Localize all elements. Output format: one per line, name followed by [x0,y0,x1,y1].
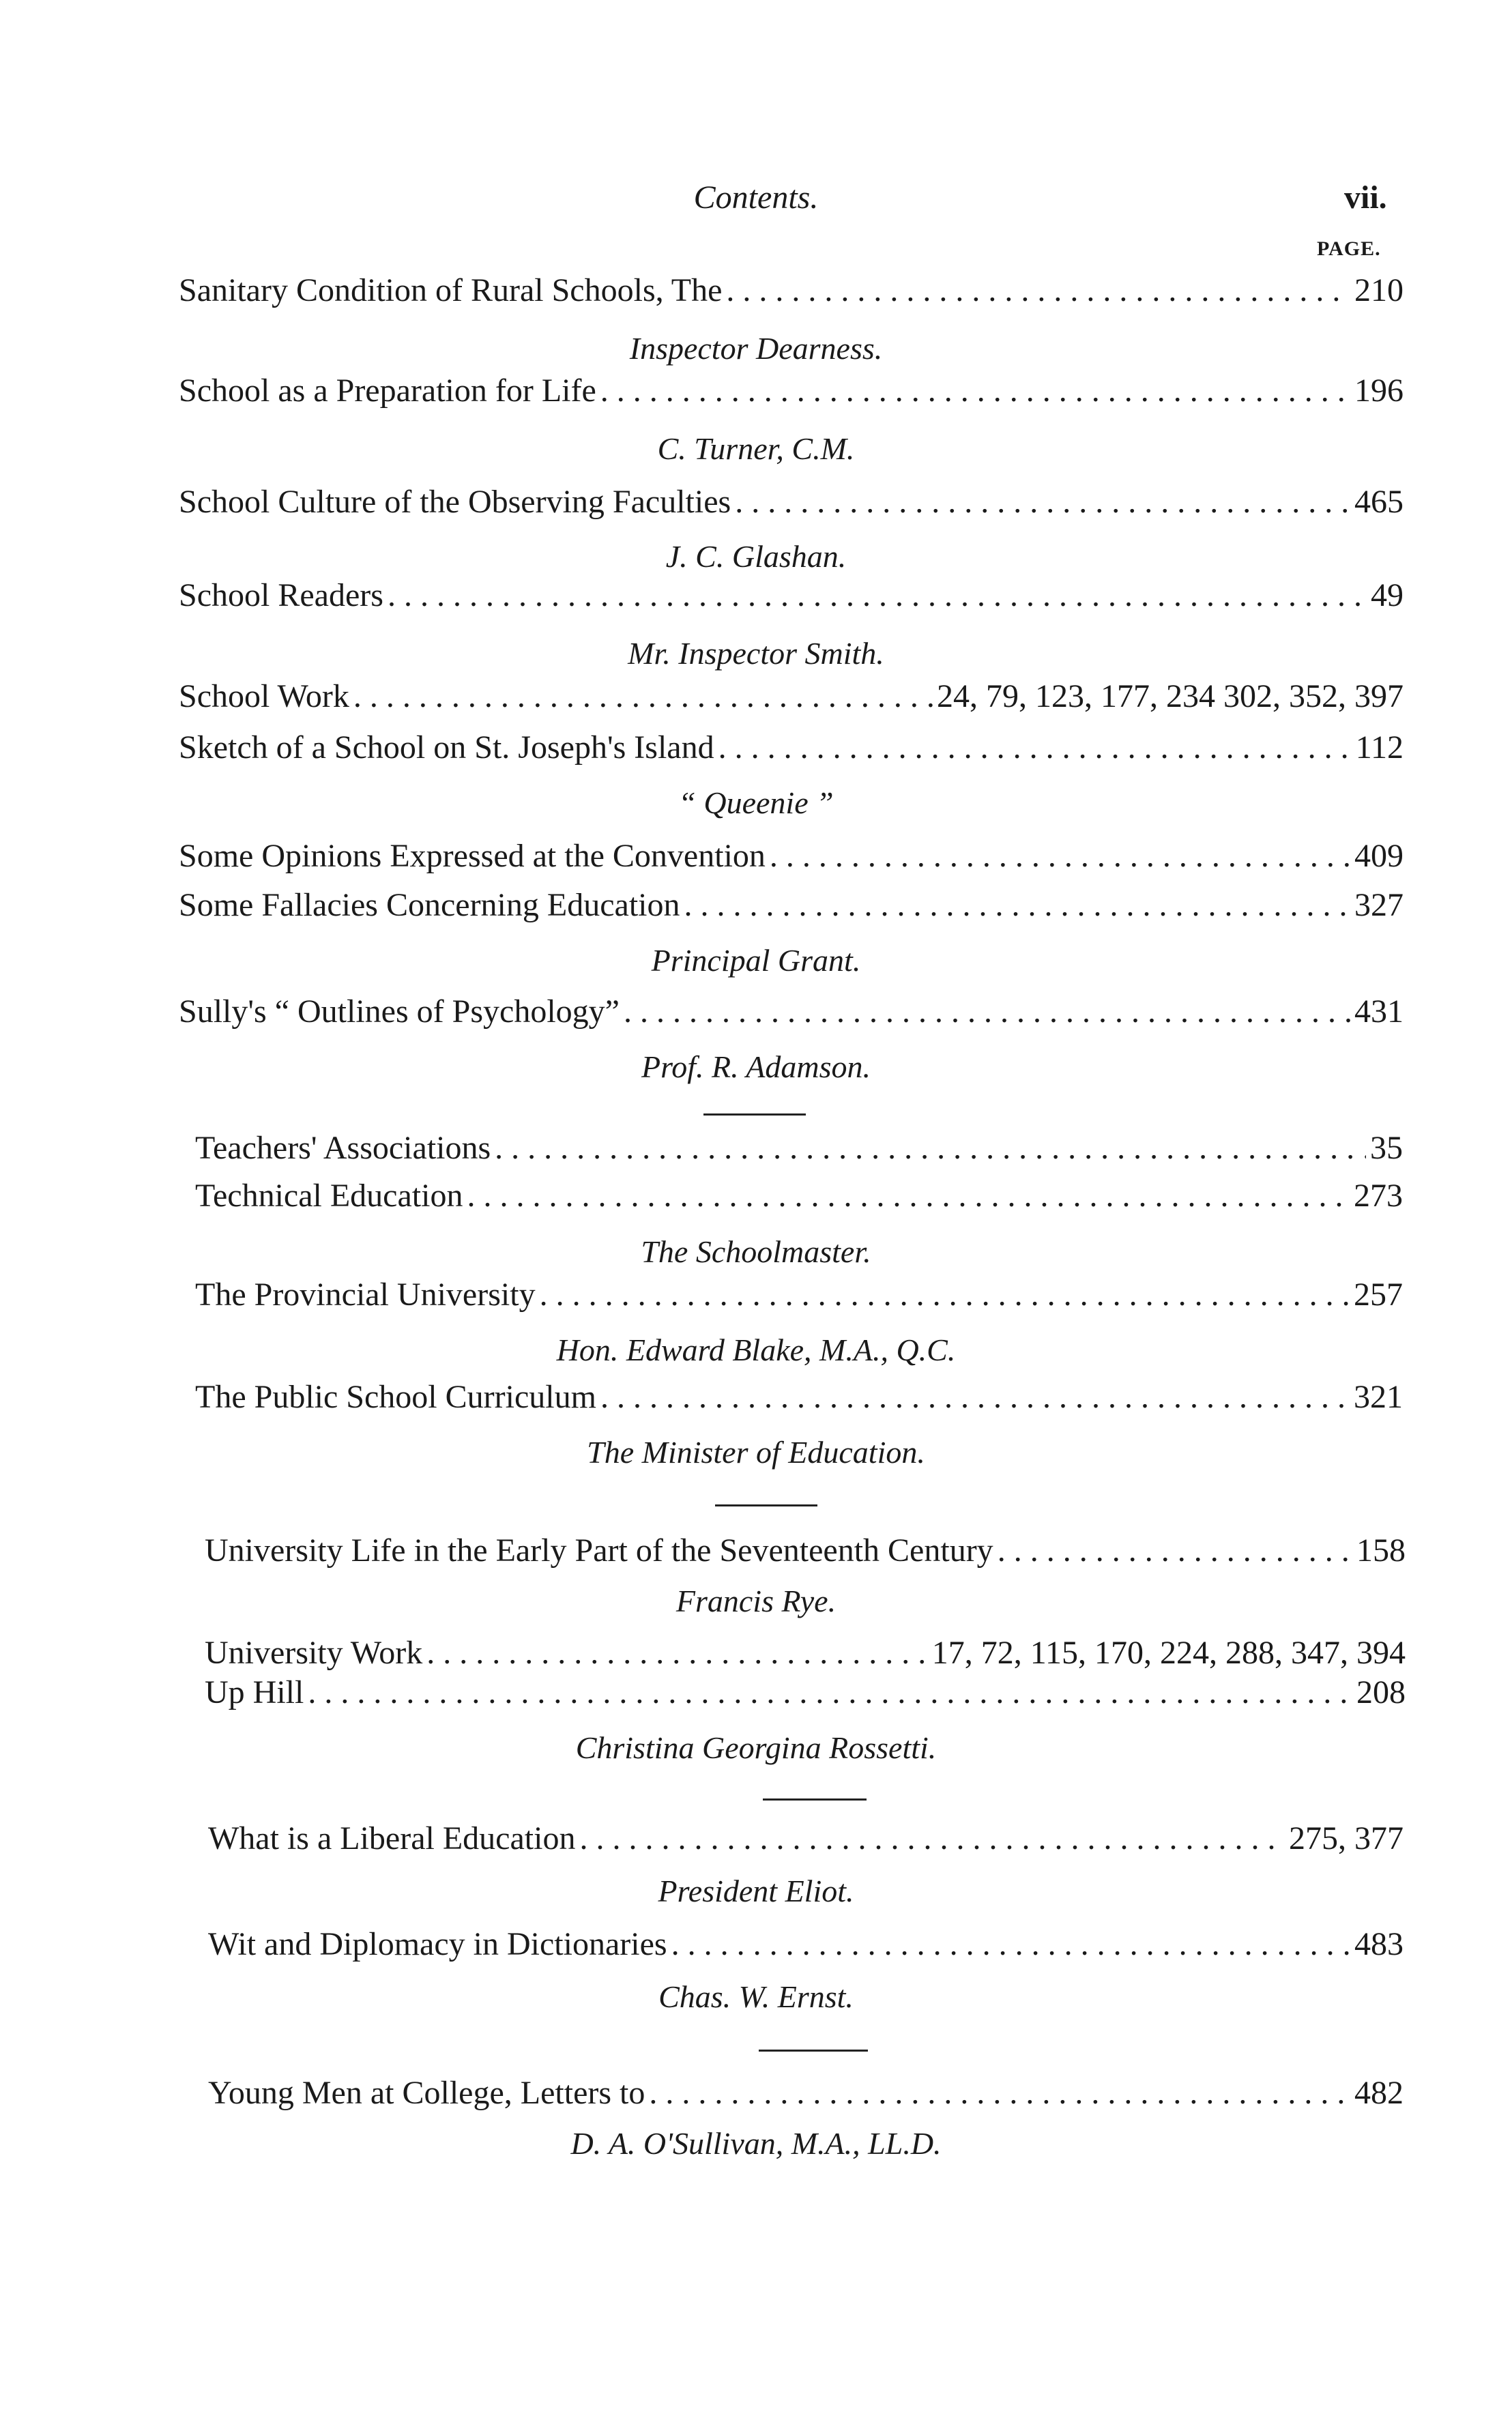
entry-title: Teachers' Associations [195,1130,491,1166]
entry-title: What is a Liberal Education [208,1820,576,1856]
entry-page: 208 [1356,1674,1406,1710]
entry-title: School as a Preparation for Life [179,373,596,409]
dot-leader [718,729,1352,766]
toc-entry [179,886,1404,929]
section-divider [759,2050,868,2052]
section-divider [763,1798,867,1801]
entry-author: The Minister of Education. [587,1435,925,1470]
entry-page: 409 [1354,838,1404,874]
dot-leader [671,1925,1350,1963]
dot-leader [998,1532,1352,1569]
dot-leader [467,1177,1350,1214]
toc-entry [179,678,1404,720]
entry-title: School Culture of the Observing Faculties [179,484,731,520]
dot-leader [600,372,1350,409]
entry-author: Christina Georgina Rossetti. [575,1730,937,1765]
toc-entry [179,837,1404,879]
entry-author: Principal Grant. [651,943,861,978]
dot-leader [426,1634,928,1672]
toc-entry [195,1129,1403,1171]
entry-title: Some Fallacies Concerning Education [179,887,680,923]
page-column-label: PAGE. [1317,237,1381,260]
toc-entry [179,272,1404,314]
entry-page: 273 [1354,1178,1403,1214]
entry-author: Inspector Dearness. [629,331,883,366]
dot-leader [540,1276,1350,1313]
running-title: Contents. [693,179,819,216]
entry-author: President Eliot. [658,1874,854,1908]
entry-title: School Work [179,678,349,714]
toc-entry [208,1820,1404,1862]
toc-entry [179,729,1404,771]
entry-title: Technical Education [195,1178,463,1214]
page-number: vii. [1344,179,1387,216]
toc-entry [205,1634,1406,1676]
entry-page: 17, 72, 115, 170, 224, 288, 347, 394 [931,1635,1406,1671]
entry-title: Wit and Diplomacy in Dictionaries [208,1926,667,1962]
dot-leader [624,993,1350,1030]
dot-leader [495,1129,1366,1167]
entry-author: Francis Rye. [675,1584,837,1618]
dot-leader [726,272,1350,309]
entry-author: The Schoolmaster. [641,1234,871,1269]
toc-entry [179,372,1404,414]
entry-title: Young Men at College, Letters to [208,2075,645,2111]
dot-leader [388,577,1367,614]
entry-page: 24, 79, 123, 177, 234 302, 352, 397 [937,678,1404,714]
dot-leader [308,1674,1352,1711]
entry-author: J. C. Glashan. [665,539,847,574]
toc-entry [195,1276,1403,1318]
entry-title: Up Hill [205,1674,304,1710]
entry-page: 158 [1356,1532,1406,1569]
entry-title: Sully's “ Outlines of Psychology” [179,993,620,1030]
entry-title: University Work [205,1635,423,1671]
dot-leader [735,483,1350,521]
entry-page: 112 [1355,729,1404,766]
dot-leader [579,1820,1285,1857]
dot-leader [770,837,1350,875]
entry-page: 49 [1371,577,1404,613]
entry-page: 483 [1354,1926,1404,1962]
entry-page: 35 [1370,1130,1403,1166]
entry-page: 275, 377 [1289,1820,1404,1856]
entry-title: Sketch of a School on St. Joseph's Island [179,729,714,766]
entry-page: 482 [1354,2075,1404,2111]
entry-page: 321 [1354,1379,1403,1415]
entry-author: Chas. W. Ernst. [658,1979,854,2014]
toc-entry [208,2074,1404,2116]
toc-entry [208,1925,1404,1968]
dot-leader [649,2074,1350,2112]
entry-author: D. A. O'Sullivan, M.A., LL.D. [570,2126,942,2161]
entry-title: Sanitary Condition of Rural Schools, The [179,272,723,308]
entry-title: School Readers [179,577,383,613]
entry-title: The Public School Curriculum [195,1379,596,1415]
entry-author: C. Turner, C.M. [657,431,855,466]
entry-author: “ Queenie ” [678,785,834,820]
entry-author: Prof. R. Adamson. [641,1049,871,1084]
toc-entry [179,993,1404,1035]
entry-title: University Life in the Early Part of the Seventeenth Century [205,1532,993,1569]
entry-page: 210 [1354,272,1404,308]
toc-entry [195,1378,1403,1421]
entry-page: 196 [1354,373,1404,409]
entry-page: 431 [1354,993,1404,1030]
dot-leader [684,886,1350,924]
section-divider [703,1113,806,1116]
toc-entry [179,483,1404,525]
entry-title: The Provincial University [195,1277,536,1313]
entry-page: 465 [1354,484,1404,520]
entry-title: Some Opinions Expressed at the Convention [179,838,766,874]
entry-page: 257 [1354,1277,1403,1313]
toc-entry [205,1674,1406,1716]
toc-entry [205,1532,1406,1574]
dot-leader [600,1378,1350,1416]
section-divider [715,1504,817,1506]
toc-entry [179,577,1404,619]
entry-author: Mr. Inspector Smith. [628,636,884,671]
entry-author: Hon. Edward Blake, M.A., Q.C. [556,1332,956,1367]
entry-page: 327 [1354,887,1404,923]
dot-leader [353,678,933,715]
toc-entry [195,1177,1403,1219]
